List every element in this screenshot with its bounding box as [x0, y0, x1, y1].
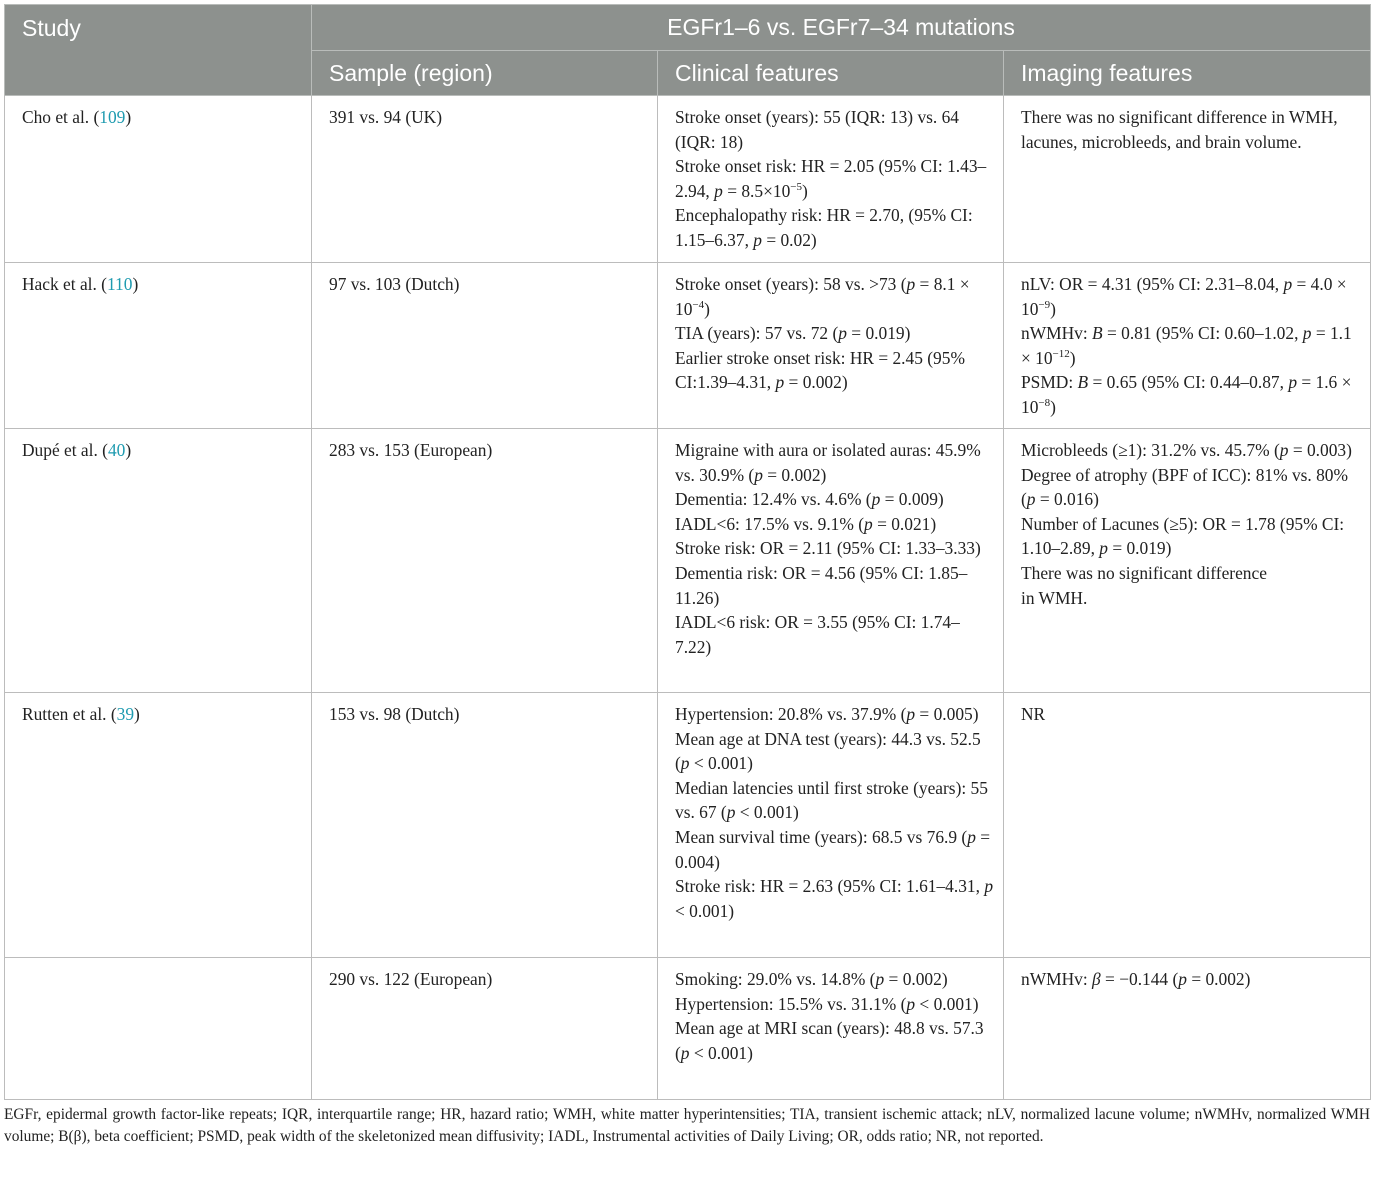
header-sample: Sample (region): [312, 51, 658, 96]
study-cell: Rutten et al. (39): [5, 693, 312, 958]
table-row: [5, 693, 1371, 958]
imaging-cell: nWMHv: β = −0.144 (p = 0.002): [1004, 958, 1371, 1100]
header-imaging: Imaging features: [1004, 51, 1371, 96]
clinical-cell: Hypertension: 20.8% vs. 37.9% (p = 0.005) Mean age at DNA test (years): 44.3 vs. 52.5 (p < 0.001) Median latencies until first stroke (years): 55 vs. 67 (p < 0.001) Mean survival time (years): 68.5 vs 76.9 (p = 0.004) Stroke risk: HR = 2.63 (95% CI: 1.61–4.31, p < 0.001): [658, 693, 1004, 958]
header-group: EGFr1–6 vs. EGFr7–34 mutations: [312, 5, 1371, 51]
reference-link[interactable]: 109: [99, 107, 126, 127]
header-row-1: [5, 5, 1371, 51]
imaging-cell: Microbleeds (≥1): 31.2% vs. 45.7% (p = 0.003) Degree of atrophy (BPF of ICC): 81% vs. 80% (p = 0.016) Number of Lacunes (≥5): OR = 1.78 (95% CI: 1.10–2.89, p = 0.019) There was no significant difference in WMH.: [1004, 429, 1371, 693]
table-footnote: EGFr, epidermal growth factor-like repeats; IQR, interquartile range; HR, hazard ratio; WMH, white matter hyperintensities; TIA, transient ischemic attack; nLV, normalized lacune volume; nWMHv, normalized WMH volume; B(β), beta coefficient; PSMD, peak width of the skeletonized mean diffusivity; IADL, Instrumental activities of Daily Living; OR, odds ratio; NR, not reported.: [4, 1106, 1370, 1145]
table-container: [4, 4, 1370, 1100]
sample-cell: 391 vs. 94 (UK): [312, 96, 658, 263]
study-cell: Dupé et al. (40): [5, 429, 312, 693]
sample-cell: 97 vs. 103 (Dutch): [312, 263, 658, 429]
imaging-cell: NR: [1004, 693, 1371, 958]
imaging-cell: There was no significant difference in WMH, lacunes, microbleeds, and brain volume.: [1004, 96, 1371, 263]
sample-cell: 290 vs. 122 (European): [312, 958, 658, 1100]
study-cell: [5, 958, 312, 1100]
header-study: Study: [5, 5, 312, 96]
reference-link[interactable]: 39: [116, 704, 135, 724]
reference-link[interactable]: 40: [107, 440, 126, 460]
study-cell: Hack et al. (110): [5, 263, 312, 429]
clinical-cell: Smoking: 29.0% vs. 14.8% (p = 0.002) Hypertension: 15.5% vs. 31.1% (p < 0.001) Mean age at MRI scan (years): 48.8 vs. 57.3 (p < 0.001): [658, 958, 1004, 1100]
clinical-cell: Migraine with aura or isolated auras: 45.9% vs. 30.9% (p = 0.002) Dementia: 12.4% vs. 4.6% (p = 0.009) IADL<6: 17.5% vs. 9.1% (p = 0.021) Stroke risk: OR = 2.11 (95% CI: 1.33–3.33) Dementia risk: OR = 4.56 (95% CI: 1.85–11.26) IADL<6 risk: OR = 3.55 (95% CI: 1.74–7.22): [658, 429, 1004, 693]
results-table: [4, 4, 1371, 1100]
clinical-cell: Stroke onset (years): 58 vs. >73 $(p = 8.1 \times 10^{-4})$ TIA (years): 57 vs. 72 (p = 0.019) Earlier stroke onset risk: HR = 2.45 (95% CI:1.39–4.31, p = 0.002): [658, 263, 1004, 429]
table-row: [5, 958, 1371, 1100]
clinical-cell: Stroke onset (years): 55 (IQR: 13) vs. 64 (IQR: 18) Stroke onset risk: HR = 2.05 (95% CI: 1.43–2.94, $p = 8.5\times 10^{-5}$) Encephalopathy risk: HR = 2.70, (95% CI: 1.15–6.37, p = 0.02): [658, 96, 1004, 263]
table-row: [5, 429, 1371, 693]
sample-cell: 153 vs. 98 (Dutch): [312, 693, 658, 958]
sample-cell: 283 vs. 153 (European): [312, 429, 658, 693]
header-clinical: Clinical features: [658, 51, 1004, 96]
study-cell: Cho et al. (109): [5, 96, 312, 263]
imaging-cell: nLV: OR = 4.31 (95% CI: 2.31–8.04, $p = 4.0 \times 10^{-9}$) nWMHv: B = 0.81 (95% CI: 0.60–1.02, $p = 1.1 \times 10^{-12}$) PSMD: B = 0.65 (95% CI: 0.44–0.87, $p = 1.6 \times 10^{-8}$): [1004, 263, 1371, 429]
table-row: [5, 263, 1371, 429]
reference-link[interactable]: 110: [106, 274, 133, 294]
table-row: [5, 96, 1371, 263]
